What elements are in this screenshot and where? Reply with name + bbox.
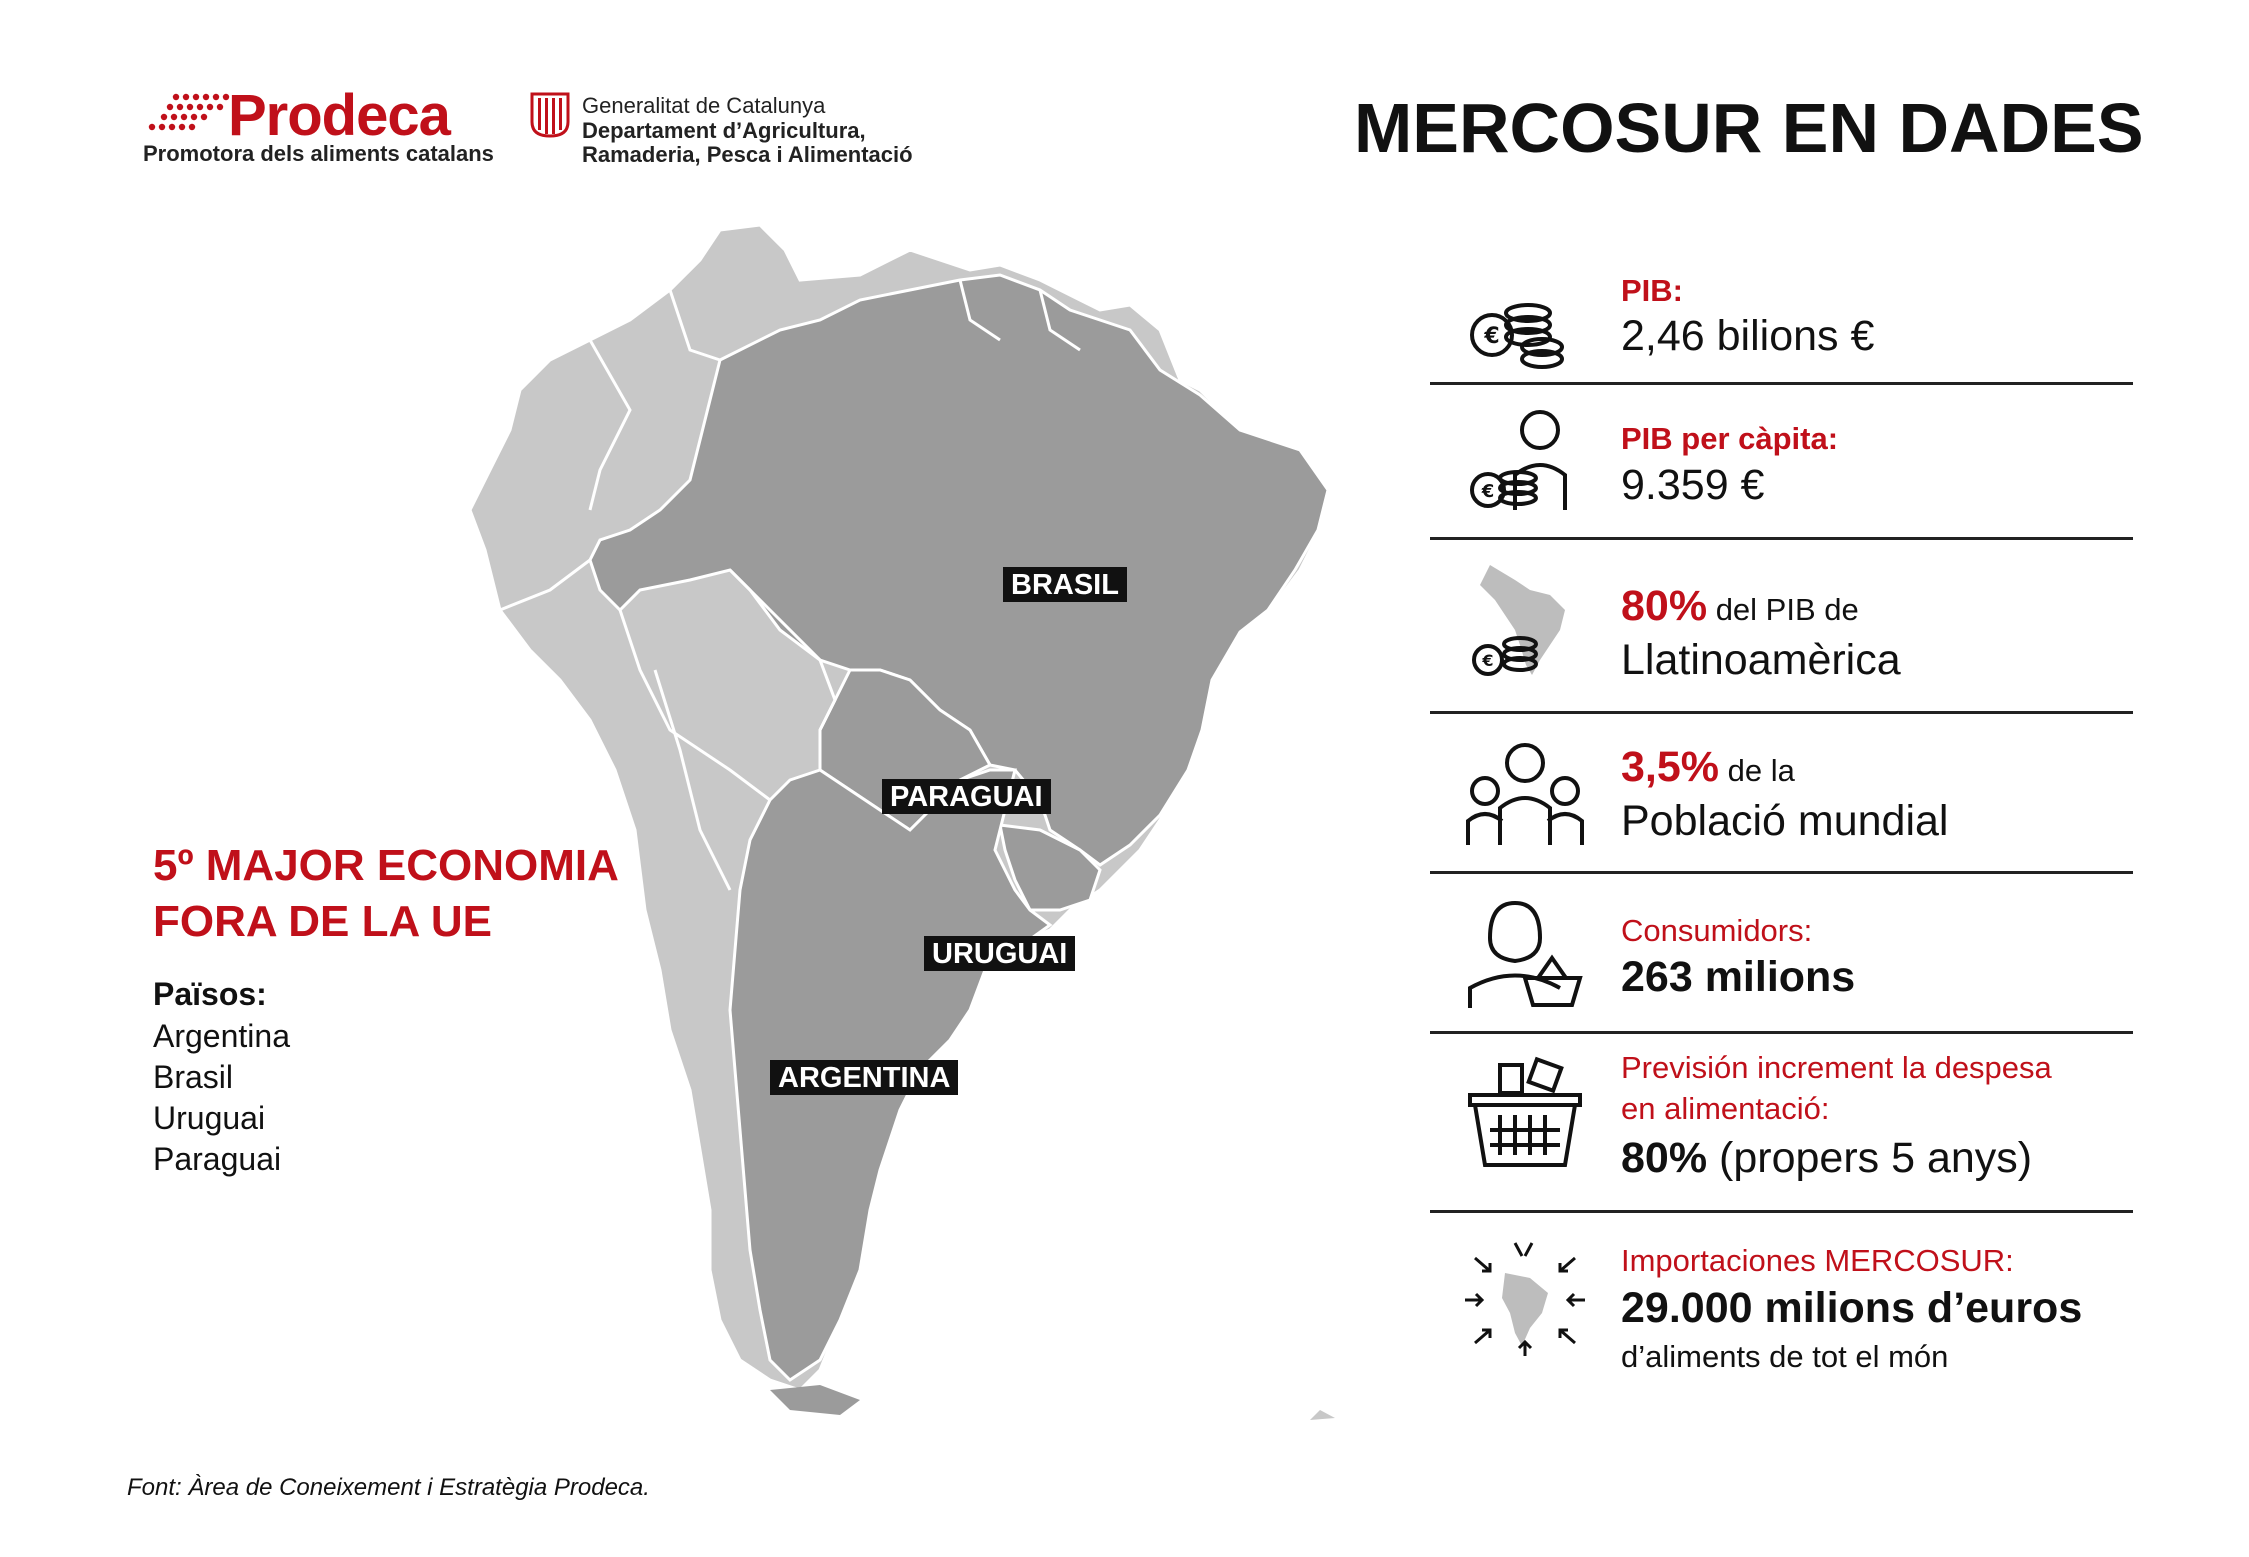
imports-label: Importaciones MERCOSUR: [1621,1243,2014,1278]
country-item: Uruguai [153,1100,266,1136]
headline-line2: FORA DE LA UE [153,897,492,946]
map-label-uruguai: URUGUAI [924,936,1075,971]
forecast-label-line2: en alimentació: [1621,1091,1830,1126]
page-title: MERCOSUR EN DADES [1354,89,2144,167]
country-item: Brasil [153,1059,234,1095]
euro-coins-icon [1460,275,1590,395]
brand-name: Prodeca [228,83,450,148]
divider [1430,1031,2133,1034]
forecast-label-line1: Previsión increment la despesa [1621,1050,2052,1085]
pib-per-capita-value: 9.359 € [1621,461,1765,509]
source-note: Font: Àrea de Coneixement i Estratègia Prodeca. [127,1474,650,1501]
map-label-brasil: BRASIL [1003,567,1127,602]
population-group-icon [1460,733,1590,853]
consumers-label: Consumidors: [1621,913,1813,948]
population-percent: 3,5% [1621,743,1720,791]
gov-department-line1: Departament d’Agricultura, [582,118,866,143]
divider [1430,537,2133,540]
forecast-text: (propers 5 anys) [1707,1134,2033,1182]
population-line [1621,743,1795,792]
prodeca-logo-icon [146,92,232,132]
latam-share-value: Llatinoamèrica [1621,636,1901,684]
map-label-paraguai: PARAGUAI [882,779,1051,814]
divider [1430,711,2133,714]
generalitat-emblem-icon [530,92,570,138]
country-item: Paraguai [153,1141,282,1177]
svg-text:€: € [1482,651,1494,670]
divider [1430,1210,2133,1213]
svg-text:€: € [1484,324,1500,349]
forecast-percent: 80% [1621,1134,1708,1182]
imports-subtext: d’aliments de tot el món [1621,1339,1949,1374]
map-label-argentina: ARGENTINA [770,1060,958,1095]
latam-share-line [1621,582,1859,631]
headline-line1: 5º MAJOR ECONOMIA [153,841,619,890]
imports-value: 29.000 milions d’euros [1621,1284,2083,1332]
population-text: de la [1719,753,1795,788]
gov-department-line2: Ramaderia, Pesca i Alimentació [582,142,913,167]
latam-map-coins-icon [1460,560,1590,680]
gov-name: Generalitat de Catalunya [582,93,826,118]
economy-headline [153,838,619,950]
south-america-map [440,210,1340,1420]
divider [1430,871,2133,874]
pib-per-capita-label: PIB per càpita: [1621,421,1839,456]
countries-title: Països: [153,976,267,1012]
consumer-with-basket-icon [1460,893,1590,1013]
shopping-basket-icon [1460,1055,1590,1175]
imports-arrows-map-icon [1460,1238,1590,1358]
latam-share-text: del PIB de [1707,592,1859,627]
population-value: Població mundial [1621,797,1949,845]
svg-text:€: € [1481,481,1495,502]
country-item: Argentina [153,1018,290,1054]
person-with-coins-icon [1460,400,1590,520]
divider [1430,382,2133,385]
pib-value: 2,46 bilions € [1621,312,1875,360]
consumers-value: 263 milions [1621,953,1856,1001]
latam-share-percent: 80% [1621,582,1708,630]
brand-subtitle: Promotora dels aliments catalans [143,141,494,166]
pib-label: PIB: [1621,273,1683,308]
forecast-line [1621,1134,2032,1183]
tierra-del-fuego-shape [770,1385,860,1415]
